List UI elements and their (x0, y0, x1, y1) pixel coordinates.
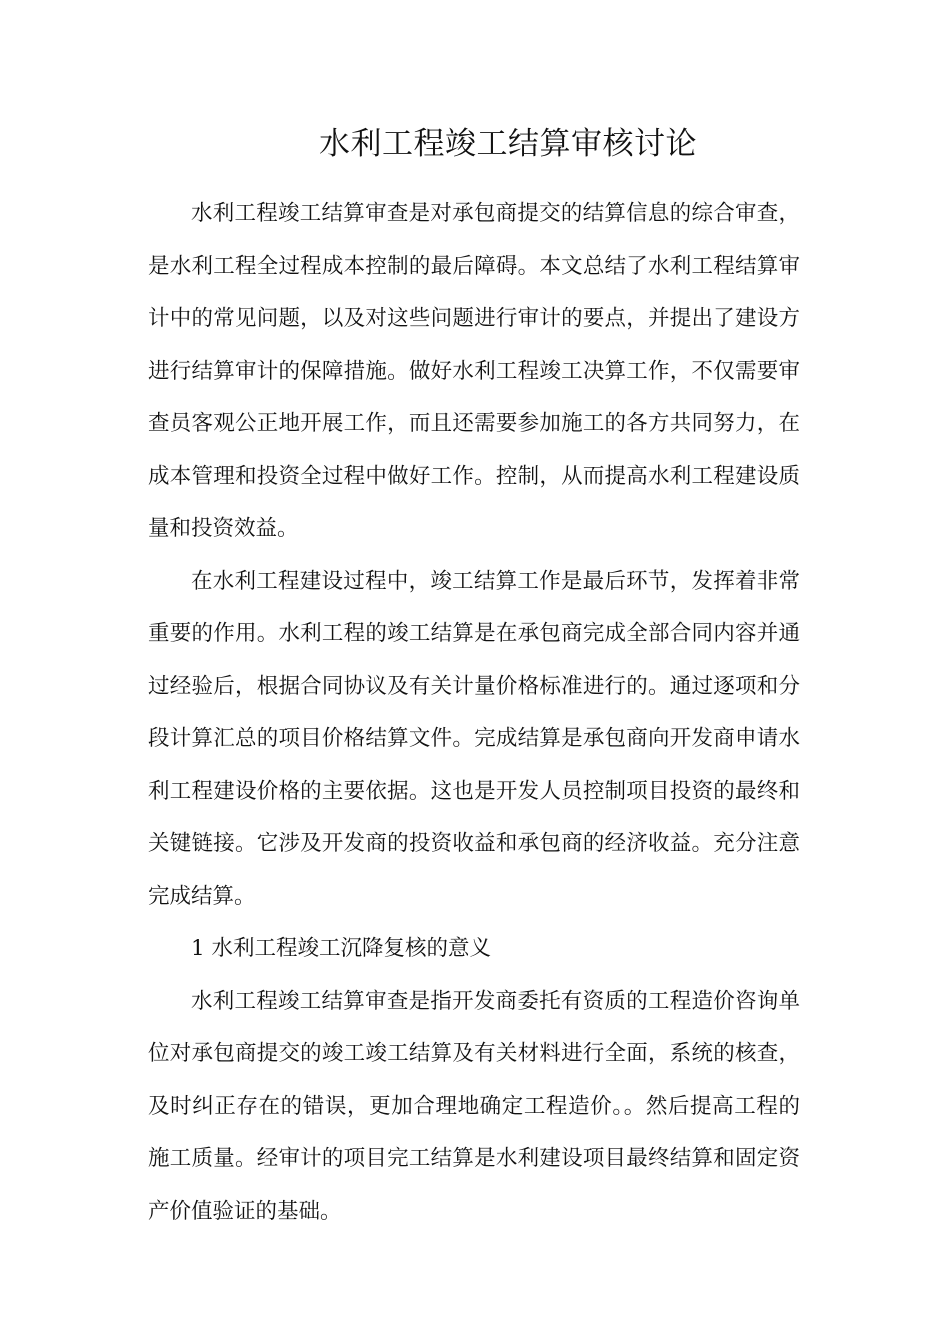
paragraph-intro: 水利工程竣工结算审查是对承包商提交的结算信息的综合审查，是水利工程全过程成本控制的最后障碍。本文总结了水利工程结算审计中的常见问题，以及对这些问题进行审计的要点，并提出了建设方进行结算审计的保障措施。做好水利工程竣工决算工作，不仅需要审查员客观公正地开展工作，而且还需要参加施工的各方共同努力，在成本管理和投资全过程中做好工作。控制，从而提高水利工程建设质量和投资效益。 (148, 201, 800, 541)
section-heading: 1 水利工程竣工沉降复核的意义 (191, 936, 492, 961)
document-title: 水利工程竣工结算审核讨论 (319, 126, 697, 162)
paragraph-process: 在水利工程建设过程中，竣工结算工作是最后环节，发挥着非常重要的作用。水利工程的竣工结算是在承包商完成全部合同内容并通过经验后，根据合同协议及有关计量价格标准进行的。通过逐项和分段计算汇总的项目价格结算文件。完成结算是承包商向开发商申请水利工程建设价格的主要依据。这也是开发人员控制项目投资的最终和关键链接。它涉及开发商的投资收益和承包商的经济收益。充分注意完成结算。 (148, 568, 800, 909)
paragraph-section: 水利工程竣工结算审查是指开发商委托有资质的工程造价咨询单位对承包商提交的竣工竣工结算及有关材料进行全面，系统的核查，及时纠正存在的错误，更加合理地确定工程造价。。然后提高工程的施工质量。经审计的项目完工结算是水利建设项目最终结算和固定资产价值验证的基础。 (148, 988, 800, 1224)
document-body (148, 188, 800, 1238)
